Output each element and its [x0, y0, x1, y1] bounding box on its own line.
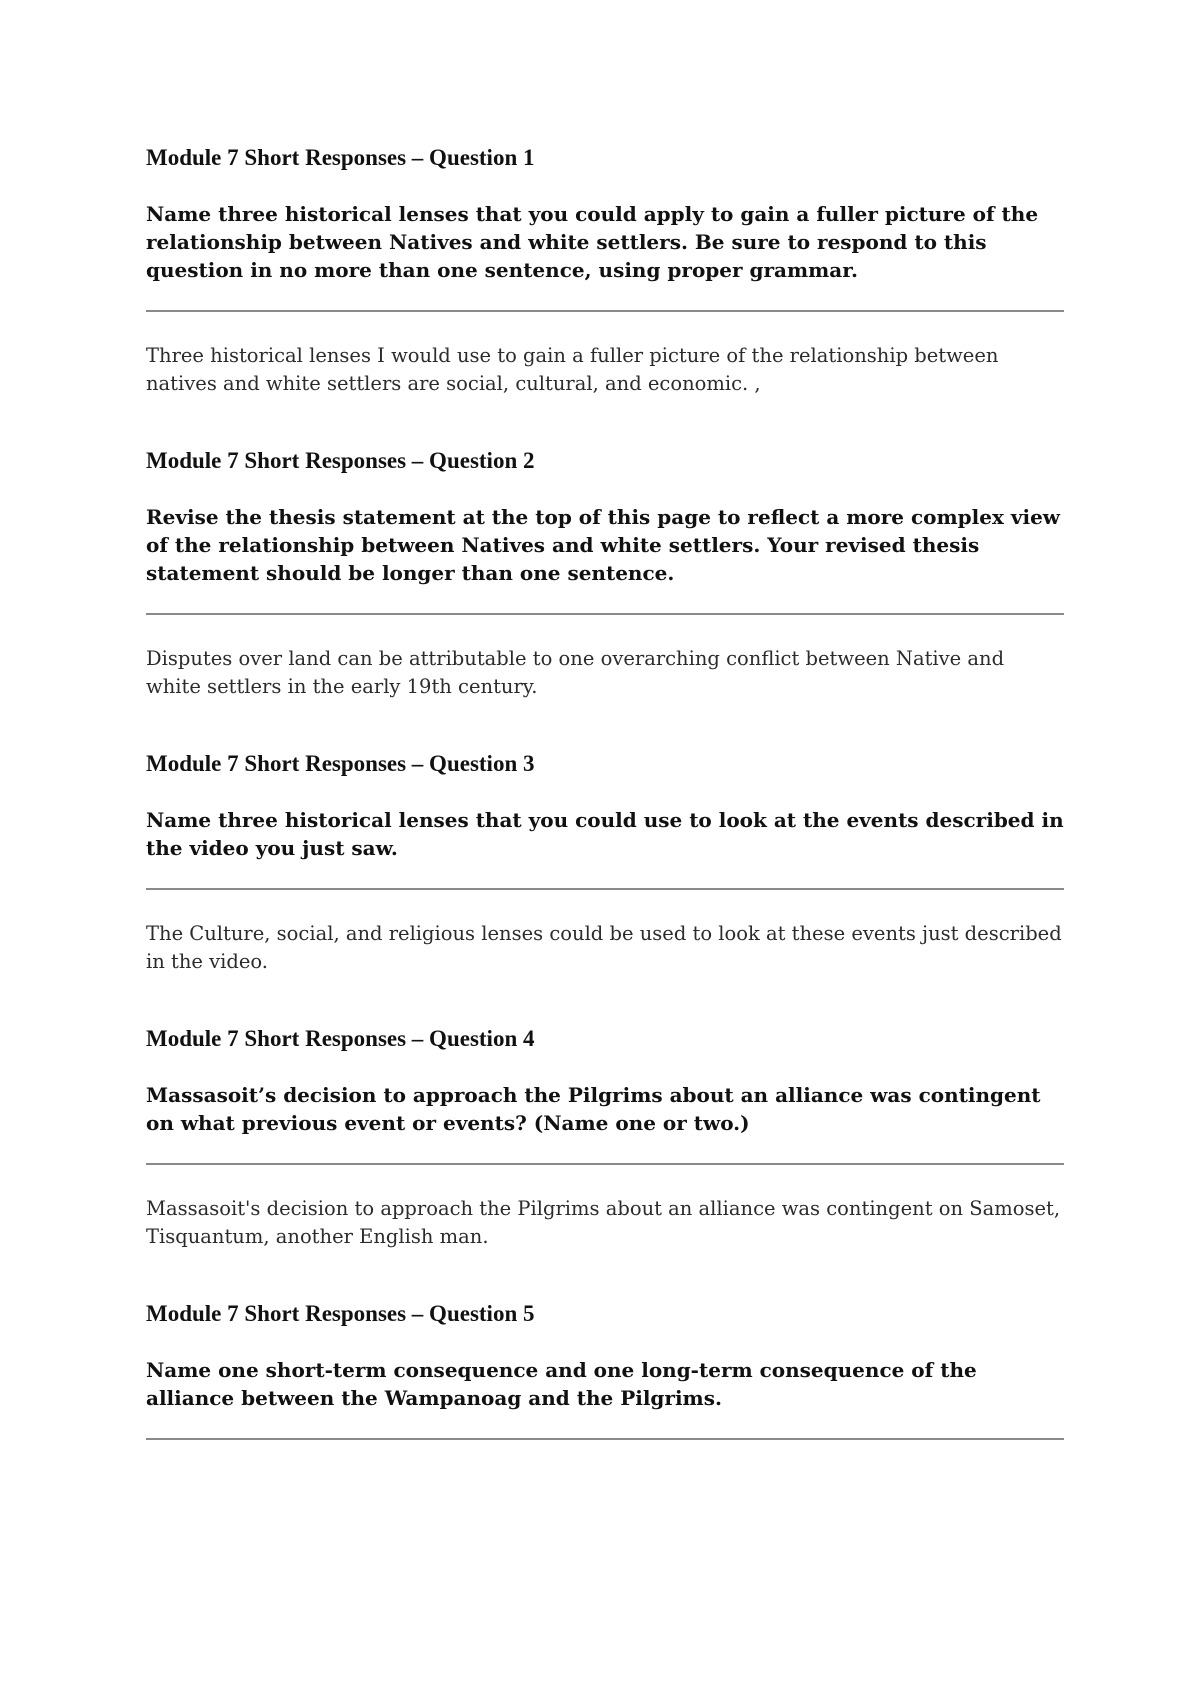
question-1-section	[146, 144, 1064, 398]
question-1-answer: Three historical lenses I would use to gain a fuller picture of the relationship between natives and white settlers are social, cultural, and economic. ,	[146, 344, 999, 395]
question-2-answer: Disputes over land can be attributable to one overarching conflict between Native and white settlers in the early 19th century.	[146, 647, 1005, 698]
question-3-answer: The Culture, social, and religious lenses could be used to look at these events just described in the video.	[146, 922, 1062, 973]
question-2-title: Module 7 Short Responses – Question 2	[146, 448, 535, 473]
question-4-section	[146, 1025, 1064, 1251]
question-2-prompt: Revise the thesis statement at the top of this page to reflect a more complex view of the relationship between Natives and white settlers. Your revised thesis statement should be longer than one sentence.	[146, 505, 1061, 585]
document-body	[146, 134, 1064, 1440]
question-1-divider	[146, 310, 1064, 312]
question-4-divider	[146, 1163, 1064, 1165]
question-5-prompt: Name one short-term consequence and one long-term consequence of the alliance between the Wampanoag and the Pilgrims.	[146, 1358, 977, 1410]
question-3-title: Module 7 Short Responses – Question 3	[146, 751, 535, 776]
question-3-divider	[146, 888, 1064, 890]
question-1-prompt: Name three historical lenses that you could apply to gain a fuller picture of the relationship between Natives and white settlers. Be sure to respond to this question in no more than one sentence, using proper grammar.	[146, 202, 1039, 282]
question-4-title: Module 7 Short Responses – Question 4	[146, 1026, 535, 1051]
question-5-divider	[146, 1438, 1064, 1440]
question-4-prompt: Massasoit’s decision to approach the Pilgrims about an alliance was contingent on what previous event or events? (Name one or two.)	[146, 1083, 1041, 1135]
question-4-answer: Massasoit's decision to approach the Pilgrims about an alliance was contingent on Samoset, Tisquantum, another English man.	[146, 1197, 1061, 1248]
question-2-divider	[146, 613, 1064, 615]
question-1-title: Module 7 Short Responses – Question 1	[146, 145, 535, 170]
question-2-section	[146, 447, 1064, 701]
question-5-title: Module 7 Short Responses – Question 5	[146, 1301, 535, 1326]
question-3-prompt: Name three historical lenses that you could use to look at the events described in the video you just saw.	[146, 808, 1064, 860]
question-5-section	[146, 1300, 1064, 1440]
question-3-section	[146, 750, 1064, 976]
